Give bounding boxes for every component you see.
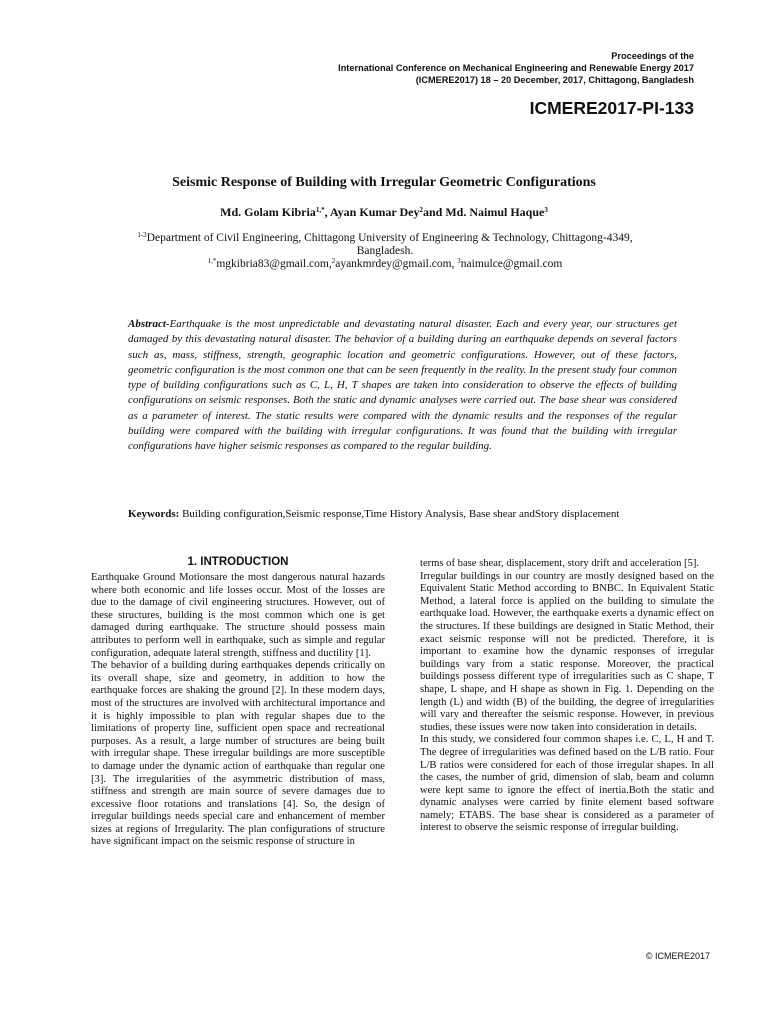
abstract bbox=[128, 317, 677, 455]
affiliation-line-1: Department of Civil Engineering, Chittagong University of Engineering & Technology, Chittagong-4349, bbox=[146, 232, 633, 244]
keywords-text: Building configuration,Seismic response,Time History Analysis, Base shear andStory displacement bbox=[179, 508, 620, 520]
abstract-text: Earthquake is the most unpredictable and devastating natural disaster. Each and every year, our structures get damaged by this devastating natural disaster. The behavior of a building during an earthquake depends on several factors such as, mass, stiffness, strength, geographic location and geometric configurations. However, out of these factors, geometric configuration is the most common one that can be seen frequently in the reality. In the present study four common type of building configurations such as C, L, H, T shapes are taken into consideration to observe the effects of building configurations on seismic responses. Both the static and dynamic analyses were carried out. The base shear was considered as a parameter of interest. The static results were compared with the dynamic results and the responses of the regular building were compared with the building with irregular configurations. It was found that the building with irregular configurations have higher seismic responses as compared to the regular building. bbox=[128, 318, 677, 453]
author-2: Ayan Kumar Dey bbox=[329, 205, 420, 219]
author-separator: and bbox=[422, 205, 446, 219]
email-1: mgkibria83@gmail.com, bbox=[216, 258, 332, 270]
proceedings-header bbox=[174, 50, 694, 86]
paper-id: ICMERE2017-PI-133 bbox=[529, 98, 694, 118]
email-2: ayankmrdey@gmail.com, bbox=[335, 258, 458, 270]
email-line bbox=[100, 258, 670, 271]
affiliation-sup: 1-3 bbox=[137, 231, 147, 239]
paragraph: The behavior of a building during earthquakes depends critically on its overall shape, size and geometry, in addition to how the earthquake forces are shaking the ground [2]. In these modern days, most of the structures are involved with architectural importance and it is highly impossible to plan with regular shapes due to the limitations of property line, sufficient open space and recreational purposes. As a result, a large number of structures are being built with irregular shape. These irregular buildings are more susceptible to damage under the dynamic action of earthquake than regular one [3]. The irregularities of the asymmetric distribution of mass, stiffness and strength are main source of severe damages due to excessive floor rotations and translations [4]. So, the design of irregular buildings needs special care and enhancement of member sizes at regions of Irregularity. The plan configurations of structure have significant impact on the seismic response of structure in bbox=[91, 660, 385, 848]
author-list bbox=[0, 205, 768, 220]
email-3: naimulce@gmail.com bbox=[460, 258, 563, 270]
author-2-affil: 2 bbox=[419, 206, 423, 214]
author-1-affil: 1,* bbox=[315, 206, 325, 214]
email-1-sup: 1,* bbox=[207, 257, 217, 265]
email-2-sup: 2 bbox=[331, 257, 336, 265]
copyright-footer: © ICMERE2017 bbox=[645, 951, 710, 961]
affiliation-line-2: Bangladesh. bbox=[356, 245, 414, 257]
author-1: Md. Golam Kibria bbox=[220, 205, 316, 219]
paragraph: Irregular buildings in our country are mostly designed based on the Equivalent Static Method according to BNBC. In Equivalent Static Method, a lateral force is applied on the building to simulate the earthquake load. However, the earthquake exerts a dynamic effect on the structures. If these buildings are designed in Static Method, their exact seismic response will not be predicted. Therefore, it is important to examine how the dynamic responses of irregular buildings vary from a static response. Moreover, the practical buildings possess different type of irregularities such as C shape, T shape, L shape, and H shape as shown in Fig. 1. Depending on the length (L) and width (B) of the building, the degree of irregularities will vary and thereafter the seismic response. However, in previous studies, these issues were now taken into consideration in details. bbox=[420, 570, 714, 733]
abstract-label: Abstract- bbox=[128, 318, 170, 330]
affiliation-dept bbox=[100, 232, 670, 245]
paragraph: terms of base shear, displacement, story drift and acceleration [5]. bbox=[420, 558, 700, 569]
author-separator: , bbox=[324, 205, 330, 219]
email-3-sup: 3 bbox=[457, 257, 461, 265]
proceedings-line-3: (ICMERE2017) 18 – 20 December, 2017, Chittagong, Bangladesh bbox=[415, 75, 694, 85]
keywords bbox=[128, 507, 677, 521]
author-3-affil: 3 bbox=[544, 206, 548, 214]
affiliation-block bbox=[100, 232, 670, 271]
proceedings-line-1: Proceedings of the bbox=[611, 51, 694, 61]
left-column bbox=[91, 572, 385, 849]
paper-title: Seismic Response of Building with Irregular Geometric Configurations bbox=[172, 175, 596, 190]
keywords-label: Keywords: bbox=[128, 508, 180, 520]
paragraph: In this study, we considered four common shapes i.e. C, L, H and T. The degree of irregularities was defined based on the L/B ratio. Four L/B ratios were considered for each of those irregular shapes. In all the cases, the number of grid, dimension of slab, beam and column were kept same to ignore the effect of inertia.Both the static and dynamic analyses were carried by finite element based software namely; ETABS. The base shear is considered as a parameter of interest to observe the seismic response of irregular building. bbox=[420, 734, 714, 834]
right-column bbox=[420, 558, 714, 835]
proceedings-line-2: International Conference on Mechanical Engineering and Renewable Energy 2017 bbox=[338, 63, 694, 73]
author-3: Md. Naimul Haque bbox=[445, 205, 545, 219]
section-heading-introduction: 1. INTRODUCTION bbox=[187, 556, 289, 568]
paragraph: Earthquake Ground Motionsare the most dangerous natural hazards where both economic and life losses occur. Most of the losses are due to the damage of civil engineering structures. However, out of these structures, building is the most common which one is get damaged during earthquake. The structure should possess main attributes to perform well in earthquake, such as simple and regular configuration, adequate lateral strength, stiffness and ductility [1]. bbox=[91, 572, 385, 659]
